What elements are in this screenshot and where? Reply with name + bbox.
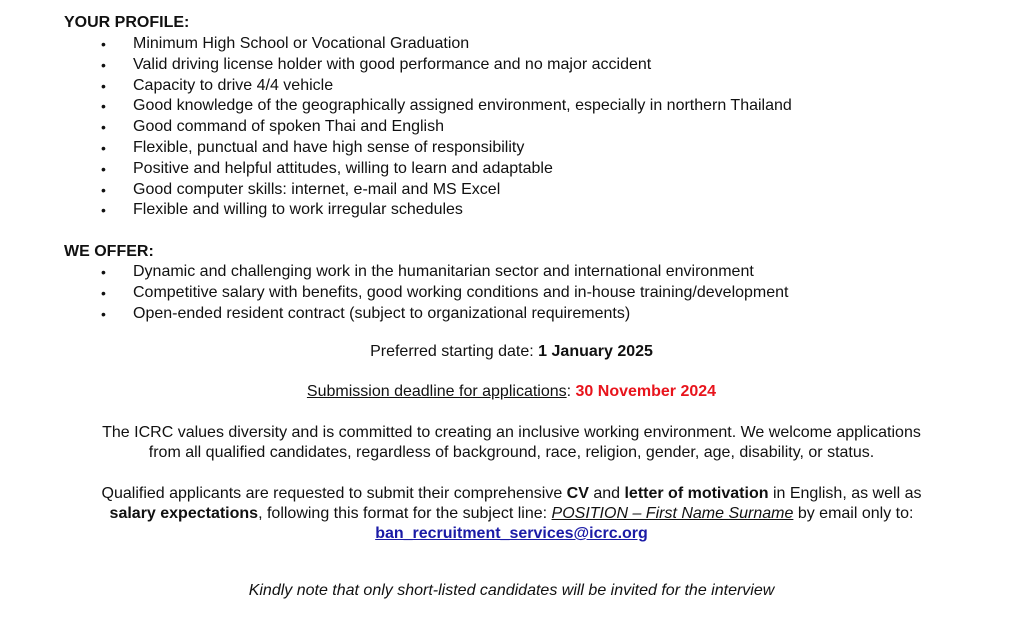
profile-item-text: Capacity to drive 4/4 vehicle [133,76,334,94]
deadline-separator: : [566,383,576,400]
recruitment-email-link[interactable]: ban_recruitment_services@icrc.org [375,525,648,542]
bullet-icon: • [101,77,106,94]
shortlist-note: Kindly note that only short-listed candidates will be invited for the interview [248,582,775,599]
profile-item-text: Good command of spoken Thai and English [133,118,445,136]
bullet-icon: • [101,119,106,136]
profile-item-text: Good computer skills: internet, e-mail and MS Excel [133,180,501,198]
diversity-line-1: The ICRC values diversity and is committed to creating an inclusive working environment. We welcome applications [102,424,921,441]
apply-line-2 [0,504,1023,524]
deadline-label: Submission deadline for applications [306,383,567,400]
apply-line-3 [0,524,1023,544]
diversity-line-2: from all qualified candidates, regardless of background, race, religion, gender, age, disability, or status. [148,444,875,461]
apply-salary: salary expectations [109,505,259,522]
starting-date-line [0,342,1023,362]
bullet-icon: • [101,284,106,301]
apply-text-3: , following this format for the subject line: [258,505,552,522]
starting-date-value: 1 January 2025 [538,343,653,360]
apply-text-and: and [588,485,625,502]
apply-cv: CV [566,485,589,502]
bullet-icon: • [101,181,106,198]
apply-text-2: in English, as well as [768,485,922,502]
apply-subject-format: POSITION – First Name Surname [551,505,794,522]
bullet-icon: • [101,56,106,73]
offer-item-text: Dynamic and challenging work in the humanitarian sector and international environment [133,263,754,280]
profile-item-text: Flexible and willing to work irregular schedules [133,201,463,219]
bullet-icon: • [101,160,106,177]
apply-line-1 [0,484,1023,504]
bullet-icon: • [101,36,106,52]
profile-heading: YOUR PROFILE: [64,14,190,31]
apply-motivation: letter of motivation [624,485,769,502]
bullet-icon: • [101,202,106,219]
apply-text-4: by email only to: [793,505,914,522]
deadline-date: 30 November 2024 [575,383,717,400]
apply-text-1: Qualified applicants are requested to submit their comprehensive [101,485,567,502]
offer-item-text: Open-ended resident contract (subject to organizational requirements) [133,304,631,322]
bullet-icon: • [101,305,106,322]
profile-item-text: Valid driving license holder with good performance and no major accident [133,55,652,73]
bullet-icon: • [101,264,106,280]
profile-item-text: Minimum High School or Vocational Graduation [133,35,470,52]
profile-item-text: Positive and helpful attitudes, willing to learn and adaptable [133,159,553,177]
bullet-icon: • [101,139,106,156]
offer-item-text: Competitive salary with benefits, good working conditions and in-house training/development [133,283,789,301]
deadline-line [0,382,1023,402]
profile-item-text: Flexible, punctual and have high sense of responsibility [133,138,525,156]
starting-date-label: Preferred starting date: [370,343,539,360]
bullet-icon: • [101,98,106,115]
offer-heading: WE OFFER: [64,243,154,260]
profile-item-text: Good knowledge of the geographically assigned environment, especially in northern Thailand [133,97,792,115]
